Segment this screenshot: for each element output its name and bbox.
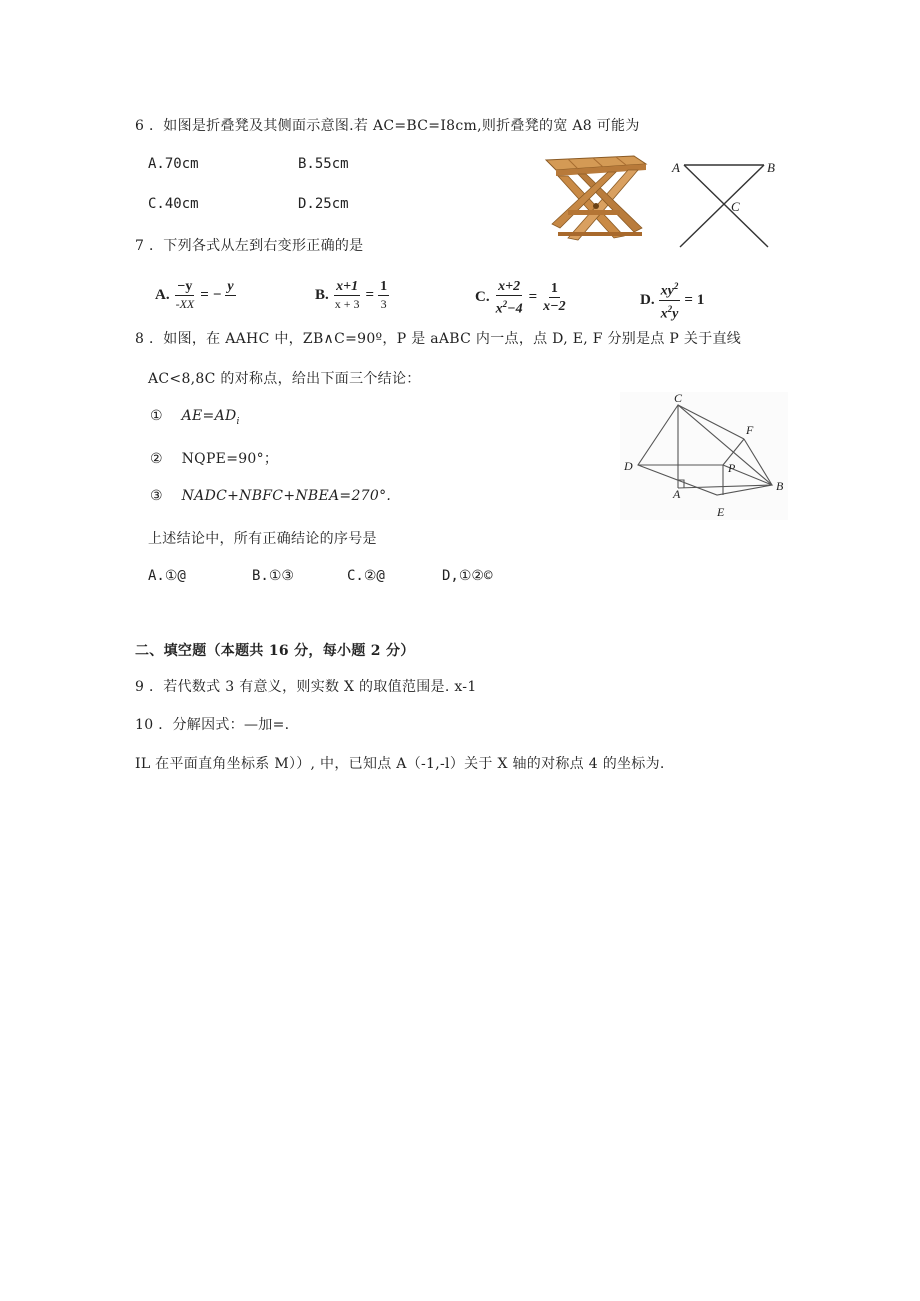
diagram-label-c: C [731,199,740,214]
q7-a-den1: -XX [175,297,195,311]
q9-number: 9 [135,679,145,695]
q7-d-rhs: 1 [696,291,705,308]
q9-text: ．若代数式 3 有意义，则实数 X 的取值范围是. x-1 [148,679,477,695]
q7-a-equals: = [200,287,209,303]
q7-a-num2: y [227,279,234,294]
q7-option-d [640,278,704,322]
q7-option-a [155,278,236,313]
q7-d-num-exp: 2 [673,281,679,291]
q7-text: ．下列各式从左到右变形正确的是 [148,238,364,254]
q7-option-b [315,278,389,313]
q7-b-num2: 1 [380,279,388,294]
q7-c-num1: x+2 [498,279,521,294]
q7-c-equals: = [528,289,538,306]
q7-a-fraction-right [225,278,235,313]
q7-d-letter: D. [640,291,655,308]
q8-label-b: B [776,479,784,493]
q8-c1-sub: i [236,416,240,427]
q6-option-b: B.55cm [298,156,349,172]
q7-c-den1-rest: −4 [507,301,523,317]
q6-number: 6 [135,118,145,134]
q7-a-letter: A. [155,287,170,303]
folding-stool-photo [538,148,650,248]
q8-number: 8 [135,331,145,347]
q8-conclusion-2 [150,448,278,468]
q7-d-num-base: xy [660,283,674,299]
q8-label-f: F [746,423,754,437]
q8-c2-mark: ② [150,451,163,467]
q7-d-den-exp: 2 [667,303,673,314]
q6-text: ．如图是折叠凳及其侧面示意图.若 AC=BC=I8cm,则折叠凳的宽 A8 可能为 [148,118,640,134]
q8-conclusion-1 [150,408,240,427]
q8-c1-mark: ① [150,408,163,424]
q7-c-den2: x−2 [543,299,566,315]
q8-geometry-figure [620,392,788,520]
stool-side-diagram [668,156,780,252]
q10-number: 10 [135,717,154,733]
q8-c3-mark: ③ [150,488,163,504]
q8-option-b: B.①③ [252,568,294,584]
section2-heading: 二、填空题（本题共 16 分，每小题 2 分） [135,643,415,659]
q8-label-e: E [717,505,725,519]
q8-c3-text: NADC+NBFC+NBEA=270°. [181,488,392,504]
q8-text-line2: AC<8,8C 的对称点，给出下面三个结论： [148,371,421,387]
q7-c-den1-base: x [495,301,503,317]
diagram-label-a: A [672,160,680,175]
q7-b-fraction-left [333,278,362,313]
q7-line [135,235,363,255]
q7-b-fraction-right [378,278,389,313]
q8-label-c: C [674,392,683,405]
q9-line [135,676,477,696]
q7-b-num1: x+1 [336,279,359,294]
q8-summary: 上述结论中，所有正确结论的序号是 [148,531,377,547]
q6-option-c: C.40cm [148,196,199,212]
q7-d-den-base: x [660,306,668,322]
q7-a-num1: −y [177,279,193,294]
q7-c-letter: C. [475,289,490,306]
q6-option-a: A.70cm [148,156,199,172]
q7-c-den1 [494,296,525,318]
q6-line [135,115,640,135]
q7-c-fraction-left [494,278,525,318]
q8-c1-text: AE=AD [181,408,237,424]
q8-text-line1: ．如图，在 AAHC 中，ZB∧C=90º，P 是 aABC 内一点，点 D, E, F 分别是点 P 关于直线 [148,331,742,347]
q7-d-num [659,278,681,301]
q7-option-c [475,278,568,318]
q8-option-a: A.①@ [148,568,186,584]
q7-number: 7 [135,238,145,254]
q7-d-den-rest: y [672,306,679,322]
q8-c2-text: NQPE=90°； [181,451,279,467]
q7-a-fraction-left [174,278,197,313]
q7-c-fraction-right [541,280,567,315]
q7-a-rhs-sign: − [212,287,222,303]
q7-a-den2 [227,296,235,313]
q11-line: IL 在平面直角坐标系 M））, 中，已知点 A（-1,-l）关于 X 轴的对称点 4 的坐标为. [135,756,665,772]
q7-c-num2: 1 [550,281,558,297]
q7-b-den1: x + 3 [334,297,360,311]
q6-option-d: D.25cm [298,196,349,212]
q8-label-d: D [624,459,633,473]
q8-conclusion-3 [150,488,391,504]
q10-line [135,714,289,734]
q8-label-a: A [673,487,681,501]
q7-d-fraction [659,278,681,322]
q7-b-den2: 3 [380,297,387,311]
q7-c-den1-exp: 2 [502,299,508,309]
q7-d-den [659,301,681,323]
q10-text: ．分解因式：—加=. [158,717,290,733]
diagram-label-b: B [767,160,775,175]
q8-label-p: P [728,461,736,475]
q7-b-equals: = [365,287,375,303]
q7-d-equals: = [684,291,693,308]
q7-b-letter: B. [315,287,329,303]
q8-option-d: D,①②© [442,568,493,584]
q8-option-c: C.②@ [347,568,385,584]
q8-line1 [135,328,741,348]
